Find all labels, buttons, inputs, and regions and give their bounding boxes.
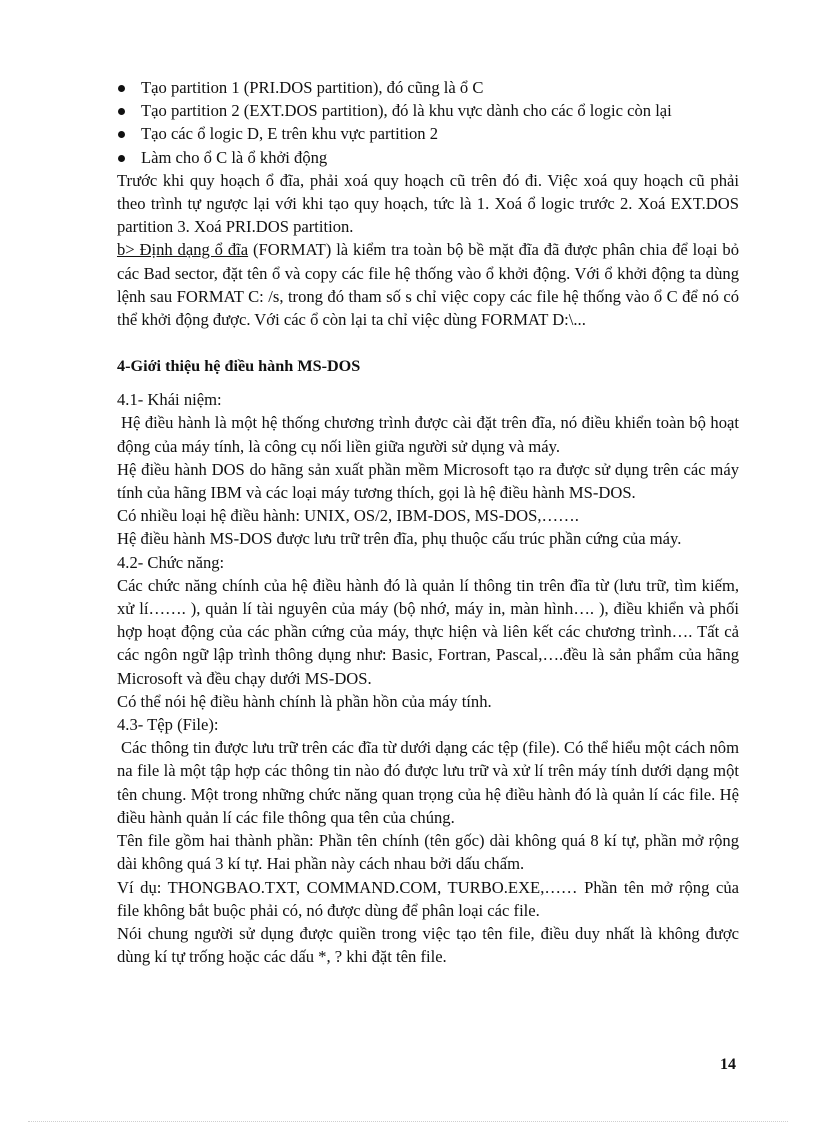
- bullet-icon: [118, 85, 125, 92]
- paragraph: Nói chung người sử dụng được quiền trong việc tạo tên file, điều duy nhất là không được dùng kí tự trống hoặc các dấu *, ? khi đặt tên file.: [117, 923, 739, 967]
- paragraph: Các thông tin được lưu trữ trên các đĩa từ dưới dạng các tệp (file). Có thể hiểu một cách nôm na file là một tập hợp các thông tin nào đó được lưu trữ và xử lí trên máy tính dưới dạng một tên chung. Một trong những chức năng quan trọng của hệ điều hành đó là quản lí các file. Hệ điều hành quản lí các file thông qua tên của chúng.: [117, 738, 739, 827]
- partition-steps-list: [117, 76, 739, 169]
- paragraph-remove-partition: Trước khi quy hoạch ổ đĩa, phải xoá quy hoạch cũ trên đó đi. Việc xoá quy hoạch cũ phải theo trình tự ngược lại với khi tạo quy hoạch, tức là 1. Xoá ổ logic trước 2. Xoá EXT.DOS partition 3. Xoá PRI.DOS partition.: [117, 170, 739, 237]
- page-bottom-divider: [28, 1121, 788, 1122]
- paragraph-format: b> Định dạng ổ đĩa (FORMAT) là kiểm tra toàn bộ bề mặt đĩa đã được phân chia để loại bỏ các Bad sector, đặt tên ổ và copy các file hệ thống vào ổ khởi động. Với ổ khởi động ta dùng lệnh sau FORMAT C: /s, trong đó tham số s chỉ việc copy các file hệ thống vào ổ C để nó có thể khởi động được. Với các ổ còn lại ta chỉ việc dùng FORMAT D:\...: [117, 240, 739, 330]
- subsection-title-4-3: 4.3- Tệp (File):: [117, 715, 219, 735]
- subsection-title-4-2: 4.2- Chức năng:: [117, 552, 225, 572]
- document-body: [117, 76, 739, 968]
- page-number: 14: [720, 1056, 736, 1073]
- list-item: Làm cho ổ C là ổ khởi động: [117, 146, 739, 169]
- format-label: b> Định dạng ổ đĩa: [117, 240, 249, 260]
- bullet-icon: [118, 131, 125, 138]
- paragraph: Tên file gồm hai thành phần: Phần tên chính (tên gốc) dài không quá 8 kí tự, phần mở rộng dài không quá 3 kí tự. Hai phần này cách nhau bởi dấu chấm.: [117, 831, 739, 874]
- paragraph: Ví dụ: THONGBAO.TXT, COMMAND.COM, TURBO.EXE,…… Phần tên mở rộng của file không bắt buộc phải có, nó được dùng để phân loại các file.: [117, 877, 739, 920]
- paragraph: Hệ điều hành MS-DOS được lưu trữ trên đĩa, phụ thuộc cấu trúc phần cứng của máy.: [117, 529, 682, 549]
- list-item: Tạo partition 2 (EXT.DOS partition), đó là khu vực dành cho các ổ logic còn lại: [117, 99, 739, 122]
- bullet-icon: [118, 155, 125, 162]
- list-item: Tạo các ổ logic D, E trên khu vực partition 2: [117, 122, 739, 145]
- paragraph: Hệ điều hành là một hệ thống chương trình được cài đặt trên đĩa, nó điều khiển toàn bộ hoạt động của máy tính, là công cụ nối liền giữa người sử dụng và máy.: [117, 413, 739, 456]
- bullet-icon: [118, 108, 125, 115]
- paragraph: Các chức năng chính của hệ điều hành đó là quản lí thông tin trên đĩa từ (lưu trữ, tìm kiếm, xử lí……. ), quản lí tài nguyên của máy (bộ nhớ, máy in, màn hình…. ), điều khiển và phối hợp hoạt động của các phần cứng của máy, thực hiện và liên kết các chương trình…. Tất cả các ngôn ngữ lập trình thông dụng như: Basic, Fortran, Pascal,….đều là sản phẩm của hãng Microsoft và đều chạy dưới MS-DOS.: [117, 575, 739, 688]
- list-item: Tạo partition 1 (PRI.DOS partition), đó cũng là ổ C: [117, 76, 739, 99]
- paragraph: Có thể nói hệ điều hành chính là phần hồn của máy tính.: [117, 691, 492, 711]
- subsection-title-4-1: 4.1- Khái niệm:: [117, 390, 222, 410]
- section-heading: 4-Giới thiệu hệ điều hành MS-DOS: [117, 357, 361, 376]
- paragraph: Hệ điều hành DOS do hãng sản xuất phần mềm Microsoft tạo ra được sử dụng trên các máy tính của hãng IBM và các loại máy tương thích, gọi là hệ điều hành MS-DOS.: [117, 459, 739, 503]
- paragraph: Có nhiều loại hệ điều hành: UNIX, OS/2, IBM-DOS, MS-DOS,…….: [117, 506, 579, 526]
